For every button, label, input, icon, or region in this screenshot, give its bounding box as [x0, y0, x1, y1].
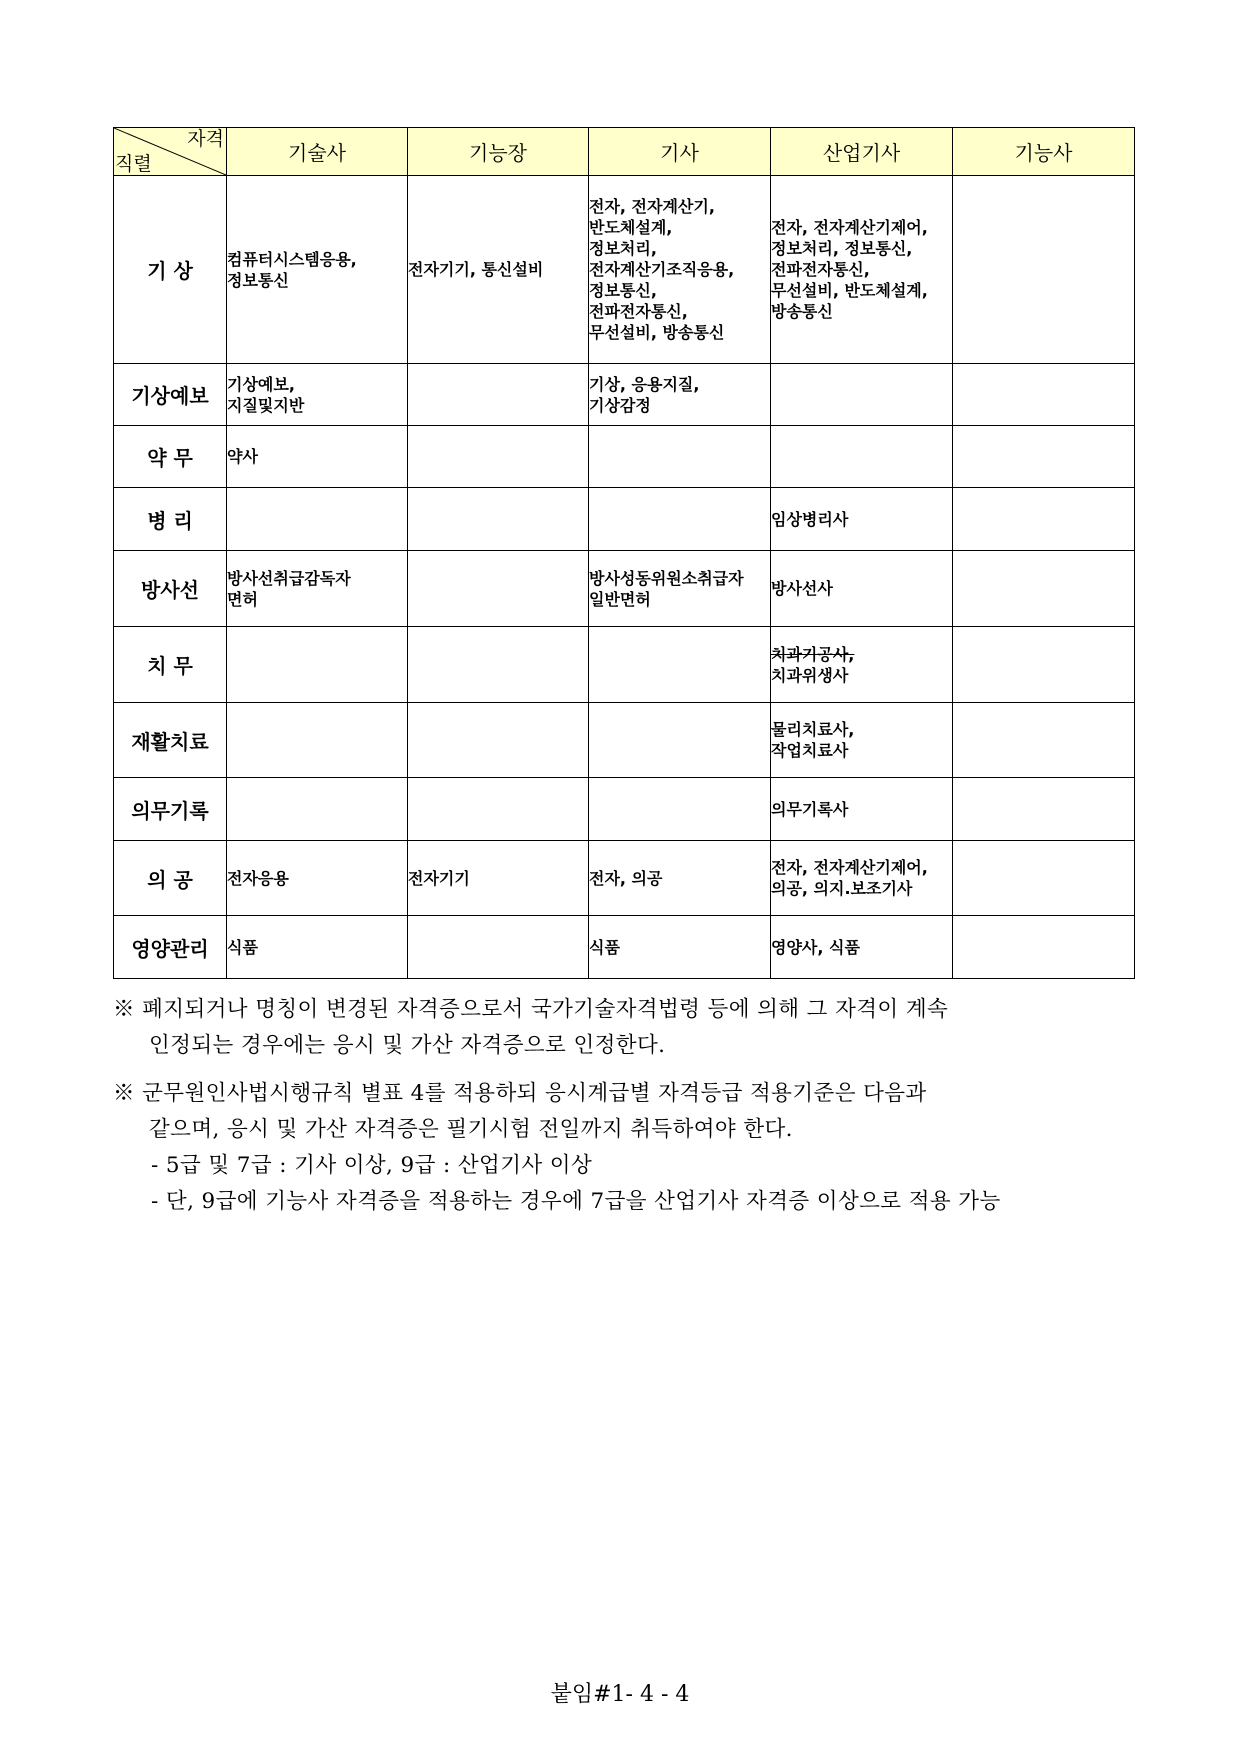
table-cell: 전자응용 [227, 841, 408, 916]
table-cell [589, 488, 771, 551]
table-cell [227, 703, 408, 778]
note-line: 같으며, 응시 및 가산 자격증은 필기시험 전일까지 취득하여야 한다. [149, 1117, 793, 1142]
note-line: - 5급 및 7급 : 기사 이상, 9급 : 산업기사 이상 [151, 1153, 593, 1178]
table-cell [408, 703, 589, 778]
table-cell [953, 176, 1135, 364]
row-header: 의 공 [114, 841, 227, 916]
row-header: 약 무 [114, 426, 227, 488]
table-cell: 방사선사 [771, 551, 953, 627]
column-header: 산업기사 [771, 128, 953, 176]
table-cell [227, 627, 408, 703]
note-line: ※ 폐지되거나 명칭이 변경된 자격증으로서 국가기술자격법령 등에 의해 그 자격이 계속 [113, 997, 949, 1022]
table-cell [953, 841, 1135, 916]
table-cell: 컴퓨터시스템응용, 정보통신 [227, 176, 408, 364]
corner-label-qualification: 자격 [187, 128, 224, 150]
table-cell: 방사성동위원소취급자 일반면허 [589, 551, 771, 627]
table-row [114, 488, 1135, 551]
table-cell [953, 488, 1135, 551]
table-cell: 의무기록사 [771, 778, 953, 841]
table-cell [589, 703, 771, 778]
table-cell [408, 364, 589, 426]
table-cell [408, 627, 589, 703]
row-header: 병 리 [114, 488, 227, 551]
table-cell: 식품 [589, 916, 771, 979]
table-cell: 전자, 전자계산기제어, 정보처리, 정보통신, 전파전자통신, 무선설비, 반도체설계, 방송통신 [771, 176, 953, 364]
table-cell: 방사선취급감독자 면허 [227, 551, 408, 627]
table-cell [953, 627, 1135, 703]
column-header: 기능사 [953, 128, 1135, 176]
table-cell: 물리치료사, 작업치료사 [771, 703, 953, 778]
table-cell-dental [771, 627, 953, 703]
table-row [114, 551, 1135, 627]
table-header-row [114, 128, 1135, 176]
row-header: 방사선 [114, 551, 227, 627]
table-row [114, 176, 1135, 364]
note-line: - 단, 9급에 기능사 자격증을 적용하는 경우에 7급을 산업기사 자격증 이상으로 적용 가능 [151, 1189, 1001, 1214]
table-row [114, 627, 1135, 703]
table-row [114, 916, 1135, 979]
row-header: 기 상 [114, 176, 227, 364]
corner-label-series: 직렬 [115, 153, 152, 175]
table-cell: 전자기기, 통신설비 [408, 176, 589, 364]
table-cell [408, 916, 589, 979]
table-cell: 전자, 전자계산기제어, 의공, 의지.보조기사 [771, 841, 953, 916]
struck-qualification: 치과기공사, [771, 644, 855, 664]
table-cell [408, 551, 589, 627]
table-row [114, 778, 1135, 841]
notes-section [113, 992, 1143, 1232]
table-cell: 전자, 의공 [589, 841, 771, 916]
table-cell: 식품 [227, 916, 408, 979]
table-cell [408, 488, 589, 551]
table-cell [953, 916, 1135, 979]
table-row [114, 703, 1135, 778]
column-header: 기능장 [408, 128, 589, 176]
table-row [114, 841, 1135, 916]
table-cell [953, 426, 1135, 488]
table-cell: 기상, 응용지질, 기상감정 [589, 364, 771, 426]
note-abolished-certificates [113, 992, 1143, 1064]
table-cell [953, 551, 1135, 627]
table-cell [589, 426, 771, 488]
table-cell: 약사 [227, 426, 408, 488]
table-cell [227, 778, 408, 841]
row-header: 치 무 [114, 627, 227, 703]
table-cell: 기상예보, 지질및지반 [227, 364, 408, 426]
corner-header-cell [114, 128, 227, 176]
table-cell: 임상병리사 [771, 488, 953, 551]
table-row [114, 364, 1135, 426]
table-cell: 영양사, 식품 [771, 916, 953, 979]
note-line: 인정되는 경우에는 응시 및 가산 자격증으로 인정한다. [149, 1033, 666, 1058]
table-cell [953, 364, 1135, 426]
table-cell [771, 364, 953, 426]
table-cell [408, 778, 589, 841]
row-header: 영양관리 [114, 916, 227, 979]
table-row [114, 426, 1135, 488]
table-cell [589, 627, 771, 703]
table-cell: 전자, 전자계산기, 반도체설계, 정보처리, 전자계산기조직응용, 정보통신, 전파전자통신, 무선설비, 방송통신 [589, 176, 771, 364]
table-cell [589, 778, 771, 841]
qualification-table [113, 127, 1135, 979]
table-cell [953, 778, 1135, 841]
table-cell: 전자기기 [408, 841, 589, 916]
table-cell [227, 488, 408, 551]
table-cell [771, 426, 953, 488]
row-header: 의무기록 [114, 778, 227, 841]
table-cell [953, 703, 1135, 778]
row-header: 재활치료 [114, 703, 227, 778]
note-grade-criteria [113, 1076, 1143, 1220]
column-header: 기사 [589, 128, 771, 176]
page-footer: 붙임#1- 4 - 4 [550, 1682, 690, 1707]
column-header: 기술사 [227, 128, 408, 176]
qualification-text: 치과위생사 [771, 665, 849, 685]
row-header: 기상예보 [114, 364, 227, 426]
note-line: ※ 군무원인사법시행규칙 별표 4를 적용하되 응시계급별 자격등급 적용기준은 다음과 [113, 1081, 927, 1106]
table-cell [408, 426, 589, 488]
